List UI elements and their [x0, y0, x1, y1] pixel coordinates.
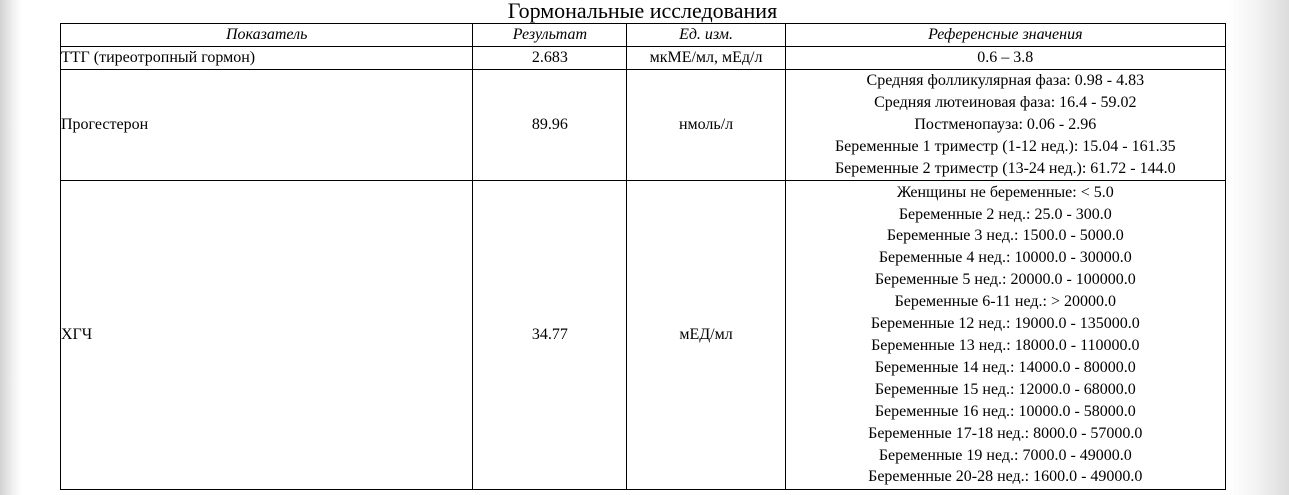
- indicator-cell: Прогестерон: [61, 70, 473, 181]
- reference-line: Беременные 17-18 нед.: 8000.0 - 57000.0: [868, 424, 1143, 442]
- table-row: [61, 70, 1226, 181]
- table-header-row: [61, 24, 1226, 47]
- reference-line: Беременные 19 нед.: 7000.0 - 49000.0: [878, 446, 1132, 464]
- header-result: Результат: [473, 24, 627, 47]
- reference-line: Беременные 4 нед.: 10000.0 - 30000.0: [878, 249, 1132, 267]
- indicator-cell: ХГЧ: [61, 181, 473, 490]
- header-indicator: Показатель: [61, 24, 473, 47]
- page-edge-right: [1229, 0, 1289, 495]
- reference-line: 0.6 – 3.8: [977, 49, 1034, 67]
- reference-cell: [785, 181, 1225, 490]
- reference-cell: [785, 70, 1225, 181]
- reference-line: Беременные 2 триместр (13-24 нед.): 61.72 - 144.0: [834, 159, 1176, 177]
- unit-cell: мЕД/мл: [627, 181, 785, 490]
- unit-cell: мкМЕ/мл, мЕд/л: [627, 47, 785, 70]
- reference-line: Беременные 5 нед.: 20000.0 - 100000.0: [874, 271, 1136, 289]
- header-reference: Референсные значения: [785, 24, 1225, 47]
- hormone-results-table: [60, 23, 1226, 490]
- table-row: [61, 47, 1226, 70]
- page-title: Гормональные исследования: [507, 0, 778, 23]
- reference-line: Средняя фолликулярная фаза: 0.98 - 4.83: [866, 72, 1145, 90]
- reference-line: Постменопауза: 0.06 - 2.96: [914, 116, 1097, 134]
- table-row: [61, 181, 1226, 490]
- reference-line: Беременные 14 нед.: 14000.0 - 80000.0: [874, 358, 1136, 376]
- reference-line: Беременные 16 нед.: 10000.0 - 58000.0: [874, 402, 1136, 420]
- reference-line: Беременные 12 нед.: 19000.0 - 135000.0: [870, 315, 1140, 333]
- header-unit: Ед. изм.: [627, 24, 785, 47]
- result-cell: 2.683: [473, 47, 627, 70]
- reference-line: Беременные 15 нед.: 12000.0 - 68000.0: [874, 380, 1136, 398]
- reference-line: Беременные 20-28 нед.: 1600.0 - 49000.0: [868, 468, 1143, 486]
- reference-line: Женщины не беременные: < 5.0: [896, 183, 1114, 201]
- indicator-cell: ТТГ (тиреотропный гормон): [61, 47, 473, 70]
- reference-line: Беременные 6-11 нед.: > 20000.0: [894, 293, 1116, 311]
- reference-line: Средняя лютеиновая фаза: 16.4 - 59.02: [874, 94, 1137, 112]
- reference-line: Беременные 13 нед.: 18000.0 - 110000.0: [871, 337, 1140, 354]
- reference-cell: [785, 47, 1225, 70]
- reference-line: Беременные 2 нед.: 25.0 - 300.0: [898, 205, 1112, 223]
- page-edge-left: [0, 0, 22, 495]
- result-cell: 89.96: [473, 70, 627, 181]
- reference-line: Беременные 3 нед.: 1500.0 - 5000.0: [886, 227, 1124, 245]
- result-cell: 34.77: [473, 181, 627, 490]
- reference-line: Беременные 1 триместр (1-12 нед.): 15.04 - 161.35: [834, 137, 1176, 155]
- unit-cell: нмоль/л: [627, 70, 785, 181]
